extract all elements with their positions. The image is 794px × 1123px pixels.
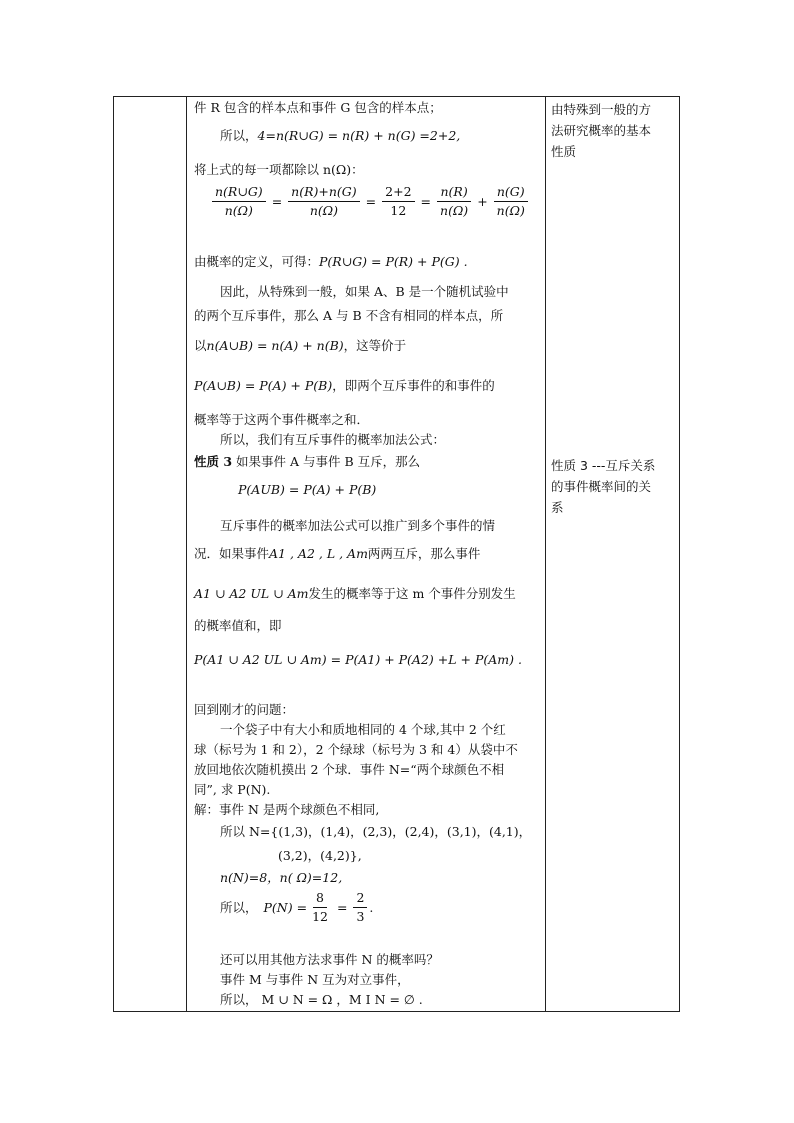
fraction: $\frac{2}{3}$ xyxy=(353,891,367,924)
paragraph-line: 的两个互斥事件，那么 A 与 B 不含有相同的样本点，所 xyxy=(194,308,504,323)
side-note-2 xyxy=(551,455,676,518)
side-note-line: 系 xyxy=(551,500,564,515)
question-line: 还可以用其他方法求事件 N 的概率吗？ xyxy=(220,952,439,967)
paragraph-line: 况．如果事件A1 , A2 , L , Am两两互斥，那么事件 xyxy=(194,546,481,561)
formula-line: 所以，4=n(R∪G) = n(R) + n(G) =2+2, xyxy=(220,128,461,143)
question-line: 所以， M ∪ N = Ω ，M I N = ∅ . xyxy=(220,992,423,1007)
text-line: 件 R 包含的样本点和事件 G 包含的样本点； xyxy=(194,100,442,115)
solution-line: 解：事件 N 是两个球颜色不相同, xyxy=(194,802,380,817)
side-note-line: 由特殊到一般的方 xyxy=(551,102,652,117)
fraction: $\frac{n(R)}{n(\Omega)}$ xyxy=(437,185,471,218)
side-note-line: 性质 3 ---互斥关系 xyxy=(551,458,656,473)
lesson-table xyxy=(113,96,680,1012)
solution-line: 所以 N={(1,3)，(1,4)，(2,3)，(2,4)，(3,1)，(4,1)， xyxy=(220,824,532,839)
fraction-equation: $\frac{n(R\cup G)}{n(\Omega)}$ = $\frac{n(R)+n(G)}{n(\Omega)}$ = $\frac{2+2}{12}$ = $\frac{n(R)}{n(\Omega)}$ + $\frac{n(G)}{n(\Omega)}$ xyxy=(210,185,530,218)
question-line: 事件 M 与事件 N 互为对立事件， xyxy=(220,972,410,987)
solution-result: 所以， P(N) = $\frac{8}{12}$ = $\frac{2}{3}$ . xyxy=(220,890,374,924)
side-note-line: 法研究概率的基本 xyxy=(551,123,652,138)
solution-line: n(N)=8，n( Ω)=12, xyxy=(220,870,343,885)
paragraph-line: 概率等于这两个事件概率之和． xyxy=(194,412,370,427)
paragraph-line: 所以，我们有互斥事件的概率加法公式： xyxy=(220,432,446,447)
fraction: $\frac{n(R\cup G)}{n(\Omega)}$ xyxy=(212,185,266,218)
paragraph-line: 互斥事件的概率加法公式可以推广到多个事件的情 xyxy=(220,518,496,533)
property-3-statement: 性质 3 如果事件 A 与事件 B 互斥，那么 xyxy=(194,454,421,469)
column-divider-right xyxy=(545,97,546,1011)
paragraph-line: 的概率值和，即 xyxy=(194,618,282,633)
text-line: 由概率的定义，可得：P(R∪G) = P(R) + P(G) . xyxy=(194,254,468,269)
problem-line: 一个袋子中有大小和质地相同的 4 个球,其中 2 个红 xyxy=(220,722,506,737)
problem-line: 同”, 求 P(N). xyxy=(194,782,271,797)
paragraph-line: 以n(A∪B) = n(A) + n(B)，这等价于 xyxy=(194,338,407,353)
problem-line: 放回地依次随机摸出 2 个球．事件 N=“两个球颜色不相 xyxy=(194,762,505,777)
paragraph-line: 因此，从特殊到一般，如果 A、B 是一个随机试验中 xyxy=(220,284,509,299)
fraction: $\frac{8}{12}$ xyxy=(312,890,328,924)
paragraph-line: A1 ∪ A2 UL ∪ Am发生的概率等于这 m 个事件分别发生 xyxy=(194,586,516,601)
fraction: $\frac{n(G)}{n(\Omega)}$ xyxy=(494,185,528,218)
fraction: $\frac{2+2}{12}$ xyxy=(382,185,414,218)
paragraph-line: P(A∪B) = P(A) + P(B)，即两个互斥事件的和事件的 xyxy=(194,378,495,393)
problem-line: 球（标号为 1 和 2），2 个绿球（标号为 3 和 4）从袋中不 xyxy=(194,742,518,757)
side-note-1 xyxy=(551,99,676,162)
solution-line: (3,2)，(4,2)}, xyxy=(278,848,362,863)
property-3-formula: P(AUB) = P(A) + P(B) xyxy=(238,482,377,497)
text-line: 将上式的每一项都除以 n(Ω)： xyxy=(194,162,364,177)
side-note-line: 的事件概率间的关 xyxy=(551,479,652,494)
fraction: $\frac{n(R)+n(G)}{n(\Omega)}$ xyxy=(288,185,359,218)
general-addition-formula: P(A1 ∪ A2 UL ∪ Am) = P(A1) + P(A2) +L + P(Am) . xyxy=(194,652,522,667)
side-note-line: 性质 xyxy=(551,144,577,159)
column-divider-left xyxy=(186,97,187,1011)
text-line: 回到刚才的问题： xyxy=(194,702,295,717)
